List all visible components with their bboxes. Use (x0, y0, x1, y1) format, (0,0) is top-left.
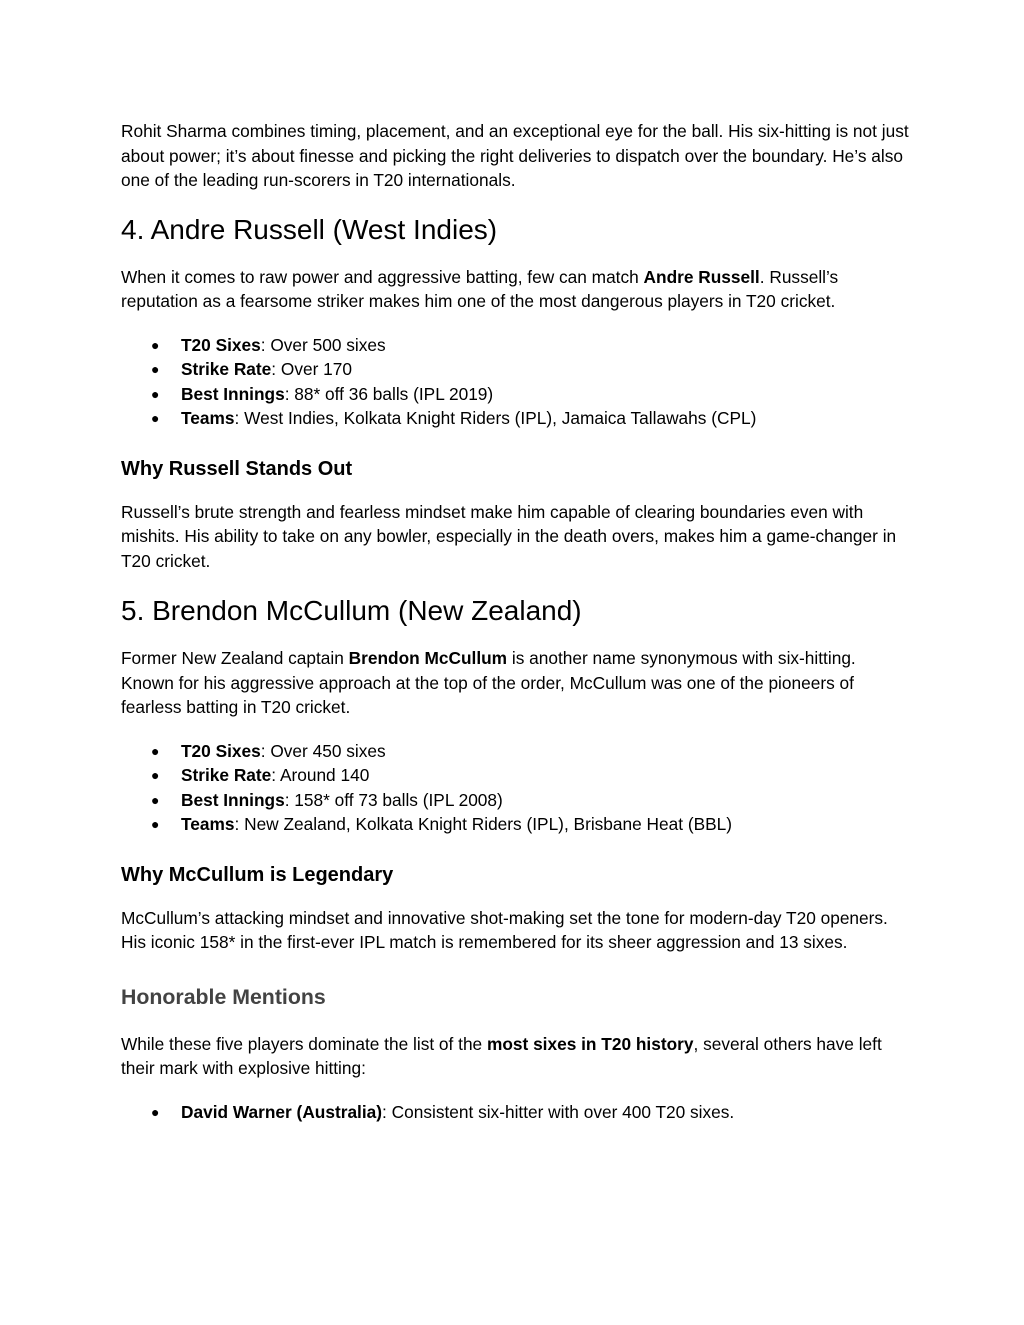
stat-value: : 88* off 36 balls (IPL 2019) (284, 383, 494, 404)
mccullum-heading: 5. Brendon McCullum (New Zealand) (121, 595, 582, 626)
list-item (121, 333, 911, 358)
mccullum-para-text: is another name synonymous with six-hitting. Known for his aggressive approach at the top of the order, McCullum was one of the pioneers of fearless batting in T20 cricket. (121, 648, 856, 717)
mccullum-paragraph (121, 646, 911, 720)
stat-label: Teams (181, 408, 235, 428)
bullet-icon: ● (151, 336, 160, 353)
bullet-icon: ● (151, 361, 160, 377)
list-item (121, 739, 911, 764)
russell-heading: 4. Andre Russell (West Indies) (121, 213, 498, 245)
mccullum-stats-list (121, 739, 911, 837)
russell-para-text: When it comes to raw power and aggressive batting, few can match (121, 266, 644, 287)
list-item (121, 812, 911, 837)
bullet-icon: ● (151, 767, 160, 783)
mccullum-name-bold: Brendon McCullum (348, 648, 508, 668)
list-item (121, 763, 911, 788)
list-item (121, 1100, 911, 1125)
russell-paragraph (121, 265, 911, 314)
stat-value: : Around 140 (271, 765, 370, 785)
bullet-icon: ● (151, 385, 160, 402)
stat-label: Strike Rate (181, 765, 272, 785)
russell-stats-list (121, 333, 911, 431)
stat-label: Best Innings (181, 383, 285, 404)
list-item (121, 357, 911, 382)
honorable-list (121, 1100, 911, 1125)
bullet-icon: ● (151, 410, 160, 426)
stat-label: Best Innings (181, 789, 285, 810)
document-page (121, 119, 911, 1124)
honorable-bold-phrase: most sixes in T20 history (486, 1033, 694, 1054)
russell-para-text: . Russell’s reputation as a fearsome striker makes him one of the most dangerous players in T20 cricket. (121, 266, 839, 311)
stat-value: : Over 500 sixes (260, 334, 386, 355)
bullet-icon: ● (151, 742, 160, 759)
honorable-para-text: While these five players dominate the list of the (121, 1033, 487, 1054)
stat-value: : Over 170 (271, 359, 352, 379)
bullet-icon: ● (151, 1103, 160, 1120)
mccullum-para-text: Former New Zealand captain (121, 648, 349, 668)
intro-paragraph: Rohit Sharma combines timing, placement, and an exceptional eye for the ball. His six-hitting is not just about power; it’s about finesse and picking the right deliveries to dispatch over the boundary. He’s also one of the leading run-scorers in T20 internationals. (121, 121, 909, 190)
honorable-para-text: , several others have left their mark with explosive hitting: (121, 1033, 882, 1078)
list-item (121, 406, 911, 431)
bullet-icon: ● (151, 816, 160, 832)
honorable-heading: Honorable Mentions (121, 984, 326, 1009)
stat-value: : New Zealand, Kolkata Knight Riders (IPL), Brisbane Heat (BBL) (234, 814, 733, 834)
list-item (121, 382, 911, 407)
mention-value: : Consistent six-hitter with over 400 T20 sixes. (382, 1101, 735, 1122)
mccullum-sub-paragraph: McCullum’s attacking mindset and innovative shot-making set the tone for modern-day T20 openers. His iconic 158* in the first-ever IPL match is remembered for its sheer aggression and 13 sixes. (121, 907, 888, 952)
bullet-icon: ● (151, 791, 160, 808)
stat-label: T20 Sixes (181, 740, 261, 761)
russell-subheading: Why Russell Stands Out (121, 457, 353, 480)
stat-value: : Over 450 sixes (260, 740, 386, 761)
stat-value: : West Indies, Kolkata Knight Riders (IPL), Jamaica Tallawahs (CPL) (234, 408, 757, 428)
russell-sub-paragraph: Russell’s brute strength and fearless mindset make him capable of clearing boundaries even with mishits. His ability to take on any bowler, especially in the death overs, makes him a game-changer in T20 cricket. (121, 501, 897, 571)
mccullum-subheading: Why McCullum is Legendary (121, 863, 394, 886)
mention-label: David Warner (Australia) (181, 1101, 383, 1122)
stat-label: Teams (181, 814, 235, 834)
stat-label: T20 Sixes (181, 334, 261, 355)
stat-value: : 158* off 73 balls (IPL 2008) (284, 789, 503, 810)
honorable-paragraph (121, 1032, 911, 1081)
list-item (121, 788, 911, 813)
stat-label: Strike Rate (181, 359, 272, 379)
russell-name-bold: Andre Russell (643, 266, 760, 287)
